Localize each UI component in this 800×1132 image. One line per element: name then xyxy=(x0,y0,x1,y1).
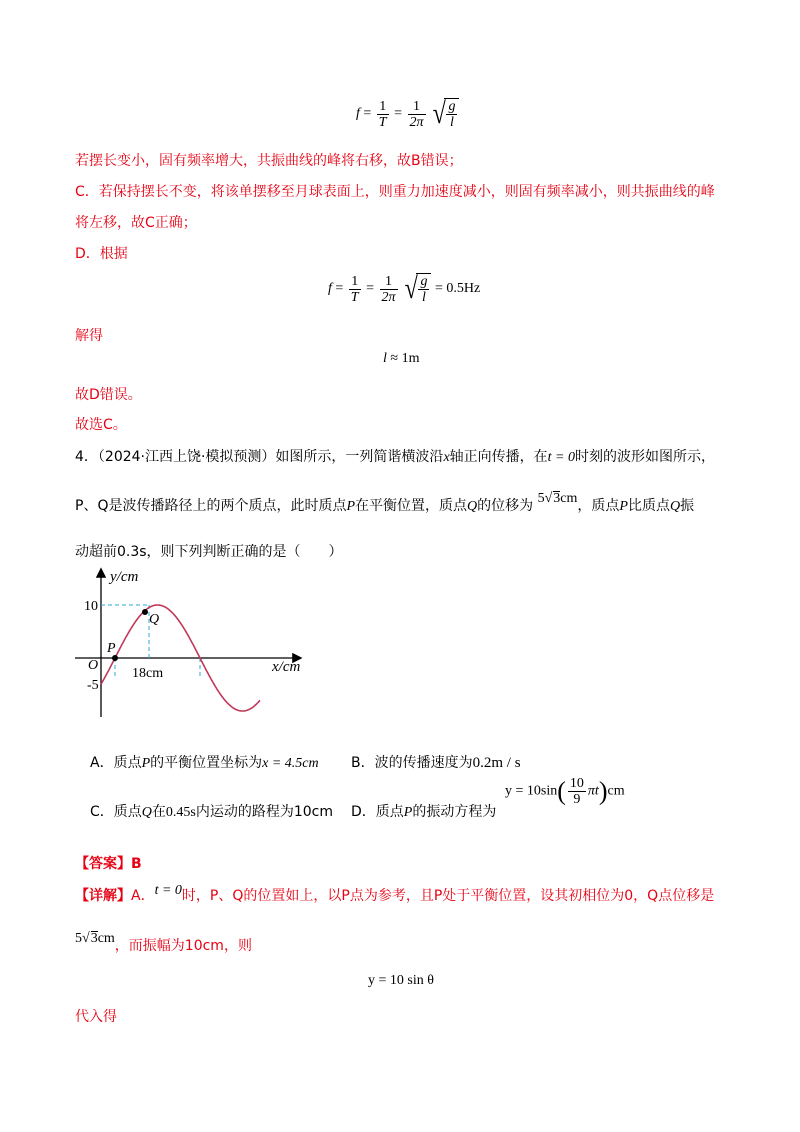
label-Q: Q xyxy=(149,612,160,627)
tick-label-neg5: -5 xyxy=(87,678,99,693)
option-A[interactable]: A．质点P的平衡位置坐标为x = 4.5cm xyxy=(90,755,319,771)
paragraph-c-analysis-line1: C．若保持摆长不变，将该单摆移至月球表面上，则重力加速度减小，则固有频率减小，则共振曲线的峰 xyxy=(75,184,715,200)
paragraph-b-analysis: 若摆长变小，固有频率增大，共振曲线的峰将右移，故B错误； xyxy=(75,153,463,169)
formula-frequency-2: f = $\frac{1}{T}$ = $\frac{1}{2\pi}$ √ $\frac{g}{l}$ = 0.5Hz xyxy=(328,272,481,305)
paragraph-d-label: D．根据 xyxy=(75,246,128,262)
formula-y-sin-theta: y = 10 sin θ xyxy=(368,973,434,988)
origin-label: O xyxy=(88,658,99,673)
y-axis-label: y/cm xyxy=(110,569,139,585)
wave-graph xyxy=(70,565,330,725)
paragraph-c-analysis-line2: 将左移，故C正确； xyxy=(75,215,197,231)
question-4-line2: P、Q是波传播路径上的两个质点，此时质点P在平衡位置，质点Q的位移为 5√3cm，质点P比质点Q振 xyxy=(75,491,695,514)
span-label: 18cm xyxy=(132,666,164,681)
paragraph-solve: 解得 xyxy=(75,328,103,344)
tick-label-10: 10 xyxy=(84,599,98,614)
formula-length: l ≈ 1m xyxy=(383,351,420,366)
detail-line1: 【详解】A．t = 0时，P、Q的位置如上，以P点为参考，且P处于平衡位置，设其初相位为0，Q点位移是 xyxy=(75,883,715,904)
question-4-line1: 4．（2024·江西上饶·模拟预测）如图所示，一列简谐横波沿x轴正向传播，在t = 0时刻的波形如图所示， xyxy=(75,449,715,465)
symbol-f: f xyxy=(356,106,360,122)
question-4-line3: 动超前0.3s，则下列判断正确的是（ ） xyxy=(75,544,343,560)
answer-line: 【答案】B xyxy=(75,856,142,872)
sqrt-g-over-l: √ $\frac{g}{l}$ xyxy=(431,98,459,130)
point-Q xyxy=(142,609,148,615)
option-B[interactable]: B．波的传播速度为0.2m / s xyxy=(351,755,521,771)
label-P: P xyxy=(107,641,116,656)
x-axis-label: x/cm xyxy=(272,659,301,675)
fraction-1-over-T: $\frac{1}{T}$ xyxy=(378,98,387,130)
formula-frequency-1 xyxy=(356,98,459,130)
paragraph-substitute: 代入得 xyxy=(75,1009,117,1025)
displacement-value: 5√3cm xyxy=(537,491,578,506)
paragraph-choose-c: 故选C。 xyxy=(75,417,127,433)
fraction-1-over-2pi: $\frac{1}{2\pi}$ xyxy=(409,98,424,130)
option-C[interactable]: C．质点Q在0.45s内运动的路程为10cm xyxy=(90,804,334,820)
equals: = xyxy=(363,106,372,122)
paragraph-d-wrong: 故D错误。 xyxy=(75,387,142,403)
detail-line2: 5√3cm，而振幅为10cm，则 xyxy=(75,931,252,954)
option-D[interactable]: D．质点P的振动方程为 xyxy=(351,804,497,820)
equals: = xyxy=(394,106,402,122)
option-D-equation: y = 10sin( $\frac{10}{9}$ πt)cm xyxy=(505,776,625,807)
